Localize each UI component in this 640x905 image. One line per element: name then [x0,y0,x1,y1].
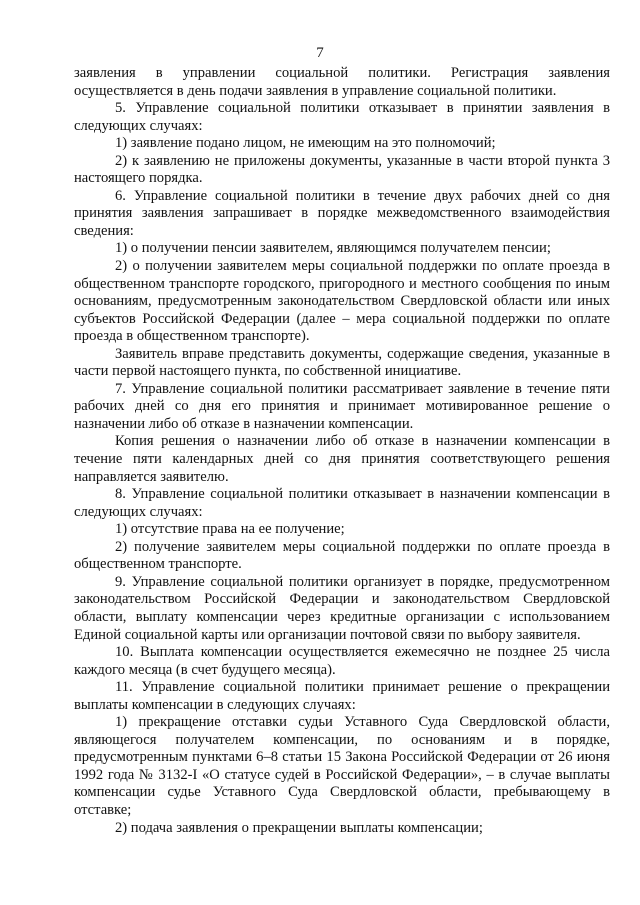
paragraph-item-8-2: 2) получение заявителем меры социальной поддержки по оплате проезда в общественном транспорте. [74,538,610,573]
paragraph-item-7: 7. Управление социальной политики рассматривает заявление в течение пяти рабочих дней со дня его принятия и принимает мотивированное решение о назначении либо об отказе в назначении компенсации. [74,380,610,432]
paragraph-item-8: 8. Управление социальной политики отказывает в назначении компенсации в следующих случаях: [74,486,610,520]
paragraph-item-5: 5. Управление социальной политики отказывает в принятии заявления в следующих случаях: [74,100,610,134]
paragraph-item-9: 9. Управление социальной политики организует в порядке, предусмотренном законодательством Российской Федерации и законодательством Свердловской области, выплату компенсации через кредитные организации с использованием Единой социальной карты или организации почтовой связи по выбору заявителя. [74,573,610,643]
paragraph-item-11-2: 2) подача заявления о прекращении выплаты компенсации; [115,819,483,836]
paragraph-item-10: 10. Выплата компенсации осуществляется ежемесячно не позднее 25 числа каждого месяца (в счет будущего месяца). [74,644,610,678]
paragraph-item-7-copy: Копия решения о назначении либо об отказе в назначении компенсации в течение пяти календарных дней со дня принятия соответствующего решения направляется заявителю. [74,433,610,485]
paragraph-item-6-2: 2) о получении заявителем меры социальной поддержки по оплате проезда в общественном транспорте городского, пригородного и местного сообщения по иным основаниям, предусмотренным законодательством Свердловской области или иных субъектов Российской Федерации (далее – мера социальной поддержки по оплате проезда в общественном транспорте). [74,258,610,345]
page-number: 7 [316,45,324,61]
paragraph-continuation: заявления в управлении социальной политики. Регистрация заявления осуществляется в день подачи заявления в управление социальной политики. [74,65,610,99]
paragraph-item-8-1: 1) отсутствие права на ее получение; [115,521,345,538]
document-body [74,65,610,837]
paragraph-item-11-1: 1) прекращение отставки судьи Уставного Суда Свердловской области, являющегося получателем компенсации, по основаниям и в порядке, предусмотренным пунктами 6–8 статьи 15 Закона Российской Федерации от 26 июня 1992 года № 3132-I «О статусе судей в Российской Федерации», – в случае выплаты компенсации судье Уставного Суда Свердловской области, пребывающему в отставке; [74,714,610,818]
paragraph-item-6-1: 1) о получении пенсии заявителем, являющимся получателем пенсии; [115,240,551,257]
paragraph-item-6-note: Заявитель вправе представить документы, содержащие сведения, указанные в части первой настоящего пункта, по собственной инициативе. [74,345,610,380]
paragraph-item-11: 11. Управление социальной политики принимает решение о прекращении выплаты компенсации в следующих случаях: [74,679,610,713]
paragraph-item-5-2: 2) к заявлению не приложены документы, указанные в части второй пункта 3 настоящего порядка. [74,152,610,187]
paragraph-item-6: 6. Управление социальной политики в течение двух рабочих дней со дня принятия заявления запрашивает в порядке межведомственного взаимодействия сведения: [74,187,610,239]
paragraph-item-5-1: 1) заявление подано лицом, не имеющим на это полномочий; [115,135,496,152]
